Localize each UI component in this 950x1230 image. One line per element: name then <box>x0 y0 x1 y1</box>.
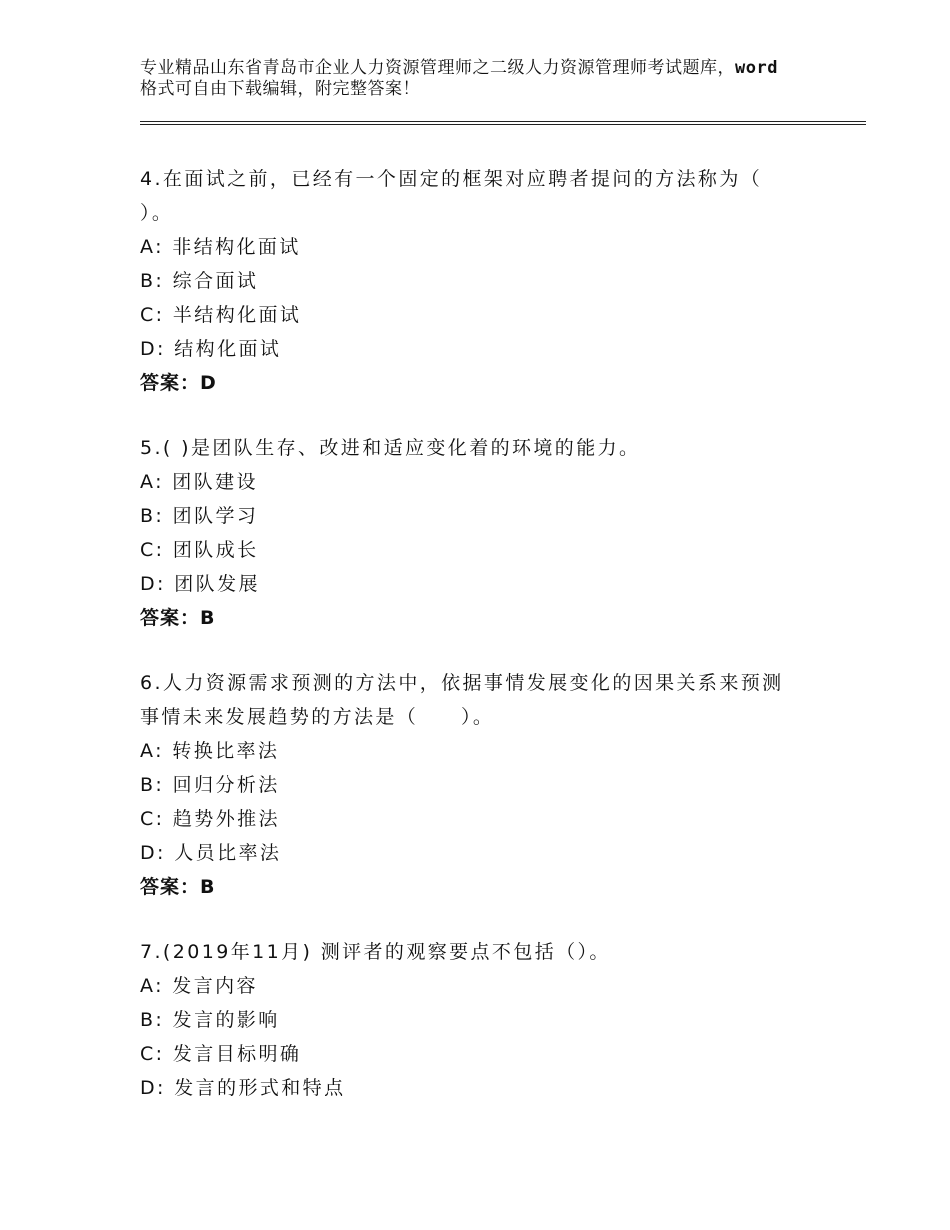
question-stem-continued: 事情未来发展趋势的方法是（ ）。 <box>140 706 495 728</box>
option-d: D: 人员比率法 <box>140 842 282 864</box>
option-c: C: 趋势外推法 <box>140 808 280 830</box>
answer-label: 答案： <box>140 876 201 898</box>
header-divider-top <box>140 121 866 122</box>
option-d: D: 发言的形式和特点 <box>140 1077 346 1099</box>
header-line-1 <box>140 58 840 79</box>
option-a: A: 转换比率法 <box>140 740 280 762</box>
question-stem: 4.在面试之前，已经有一个固定的框架对应聘者提问的方法称为（ <box>140 168 763 190</box>
option-c: C: 发言目标明确 <box>140 1043 302 1065</box>
header-line-2: 格式可自由下载编辑，附完整答案！ <box>140 79 420 99</box>
option-a: A: 非结构化面试 <box>140 236 301 258</box>
question-5 <box>140 431 820 635</box>
answer-line <box>140 366 820 400</box>
header-word-text: word <box>735 58 778 78</box>
answer-value: B <box>200 876 216 898</box>
option-a: A: 团队建设 <box>140 471 258 493</box>
answer-value: D <box>200 372 217 394</box>
header-title-text: 专业精品山东省青岛市企业人力资源管理师之二级人力资源管理师考试题库， <box>140 58 735 78</box>
option-b: B: 回归分析法 <box>140 774 280 796</box>
answer-label: 答案： <box>140 607 201 629</box>
question-stem: 6.人力资源需求预测的方法中，依据事情发展变化的因果关系来预测 <box>140 672 784 694</box>
question-4 <box>140 162 820 400</box>
question-7 <box>140 935 820 1105</box>
option-b: B: 发言的影响 <box>140 1009 280 1031</box>
answer-line <box>140 870 820 904</box>
option-d: D: 结构化面试 <box>140 338 282 360</box>
option-b: B: 综合面试 <box>140 270 259 292</box>
option-b: B: 团队学习 <box>140 505 259 527</box>
question-stem: 5.( )是团队生存、改进和适应变化着的环境的能力。 <box>140 437 641 459</box>
option-a: A: 发言内容 <box>140 975 258 997</box>
question-stem-continued: ）。 <box>140 202 174 224</box>
answer-line <box>140 601 820 635</box>
document-header <box>140 58 840 100</box>
answer-value: B <box>200 607 216 629</box>
question-6 <box>140 666 820 904</box>
option-c: C: 半结构化面试 <box>140 304 302 326</box>
answer-label: 答案： <box>140 372 201 394</box>
question-stem: 7.(2019年11月) 测评者的观察要点不包括（）。 <box>140 941 611 963</box>
option-d: D: 团队发展 <box>140 573 260 595</box>
header-divider-bottom <box>140 124 866 125</box>
option-c: C: 团队成长 <box>140 539 259 561</box>
question-list <box>140 162 820 1136</box>
